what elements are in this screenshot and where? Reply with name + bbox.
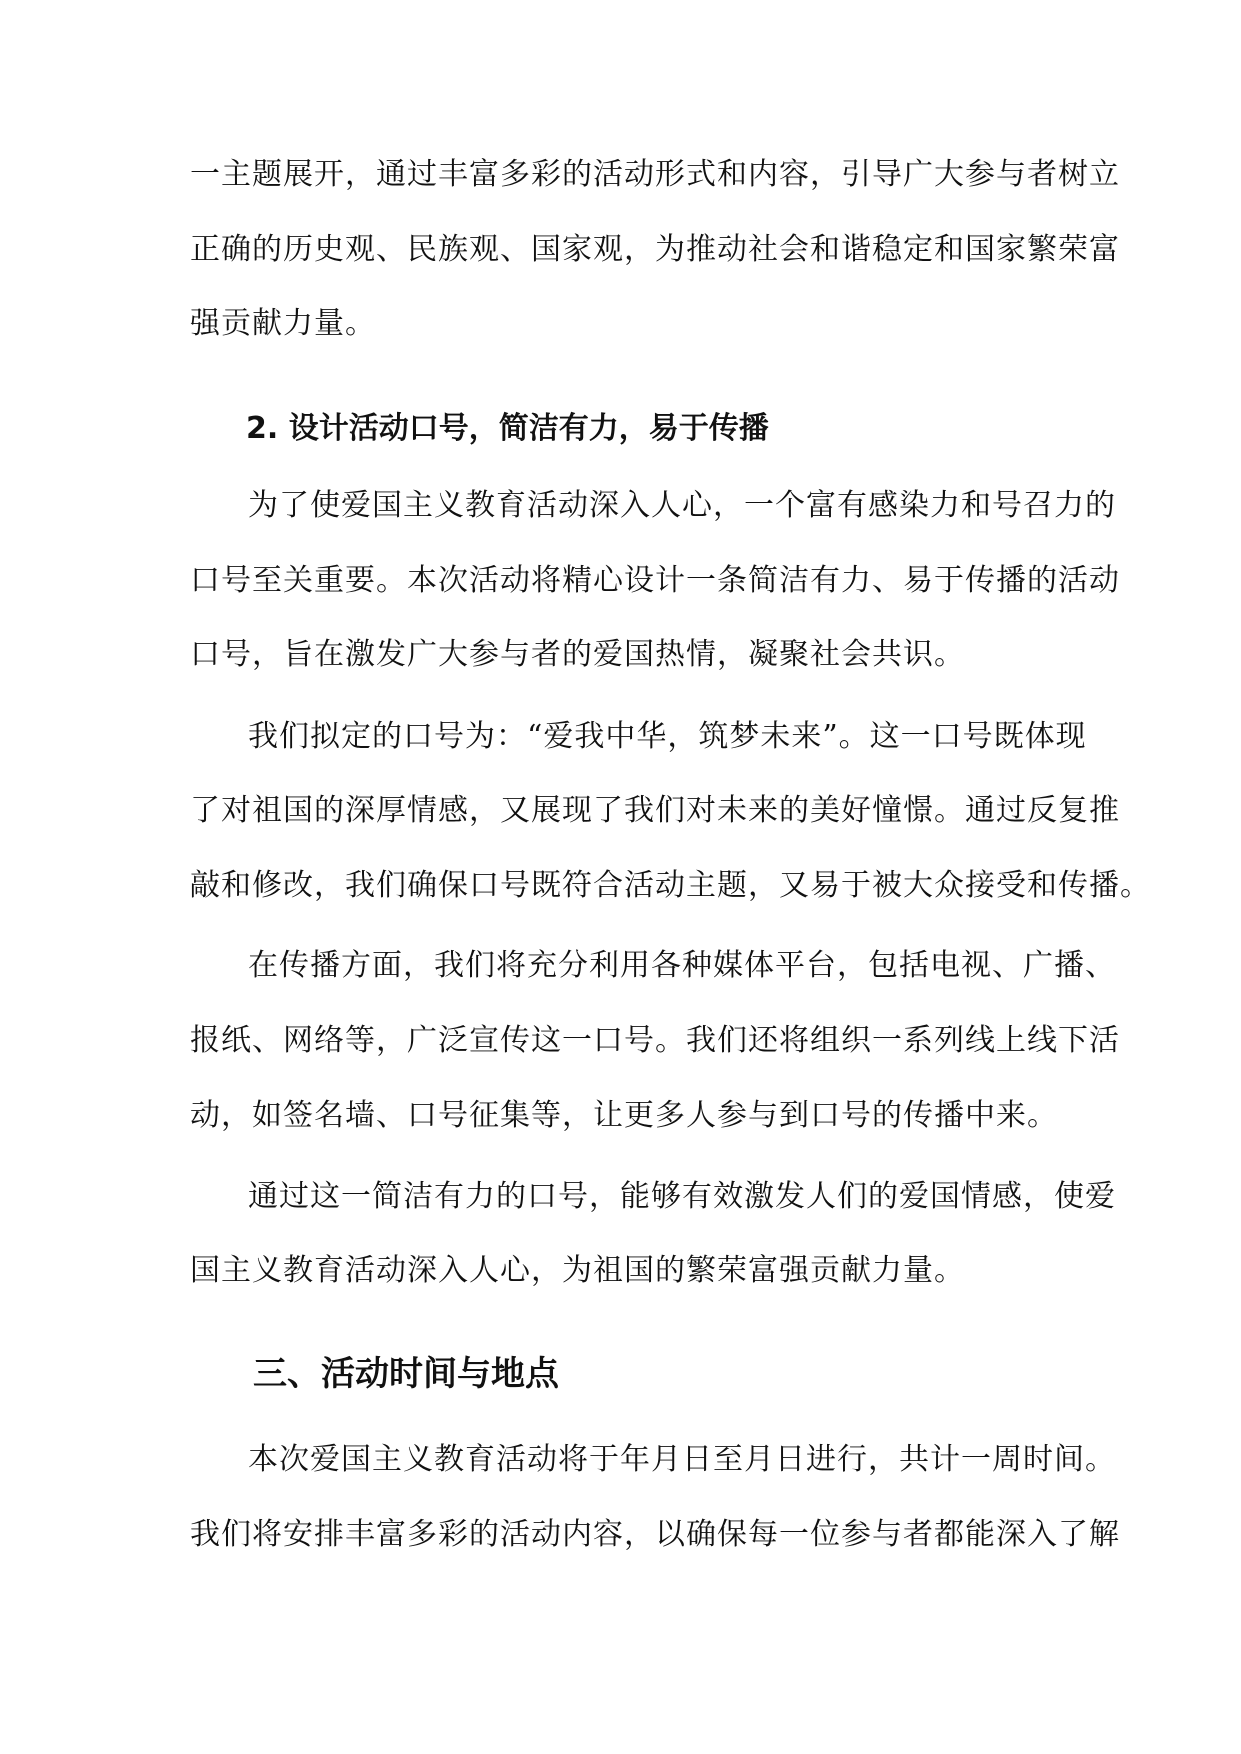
paragraph-line: 国主义教育活动深入人心，为祖国的繁荣富强贡献力量。 [190, 1253, 965, 1288]
paragraph-line: 强贡献力量。 [190, 306, 376, 341]
paragraph-line: 正确的历史观、民族观、国家观，为推动社会和谐稳定和国家繁荣富 [190, 232, 1120, 267]
paragraph-line: 本次爱国主义教育活动将于年月日至月日进行，共计一周时间。 [248, 1442, 1116, 1477]
paragraph-line: 一主题展开，通过丰富多彩的活动形式和内容，引导广大参与者树立 [190, 157, 1120, 192]
paragraph-line: 我们将安排丰富多彩的活动内容，以确保每一位参与者都能深入了解 [190, 1517, 1120, 1552]
subsection-heading: 2. 设计活动口号，简洁有力，易于传播 [246, 411, 769, 446]
paragraph-line: 我们拟定的口号为：“爱我中华，筑梦未来”。这一口号既体现 [248, 719, 1087, 754]
paragraph-line: 敲和修改，我们确保口号既符合活动主题，又易于被大众接受和传播。 [190, 868, 1151, 903]
paragraph-line: 报纸、网络等，广泛宣传这一口号。我们还将组织一系列线上线下活 [190, 1023, 1120, 1058]
paragraph-line: 在传播方面，我们将充分利用各种媒体平台，包括电视、广播、 [248, 948, 1116, 983]
paragraph-line: 口号至关重要。本次活动将精心设计一条简洁有力、易于传播的活动 [190, 563, 1120, 598]
paragraph-line: 为了使爱国主义教育活动深入人心，一个富有感染力和号召力的 [248, 488, 1116, 523]
paragraph-line: 动，如签名墙、口号征集等，让更多人参与到口号的传播中来。 [190, 1098, 1058, 1133]
section-heading: 三、活动时间与地点 [253, 1354, 559, 1394]
paragraph-line: 口号，旨在激发广大参与者的爱国热情，凝聚社会共识。 [190, 637, 965, 672]
paragraph-line: 通过这一简洁有力的口号，能够有效激发人们的爱国情感，使爱 [248, 1179, 1116, 1214]
paragraph-line: 了对祖国的深厚情感，又展现了我们对未来的美好憧憬。通过反复推 [190, 793, 1120, 828]
